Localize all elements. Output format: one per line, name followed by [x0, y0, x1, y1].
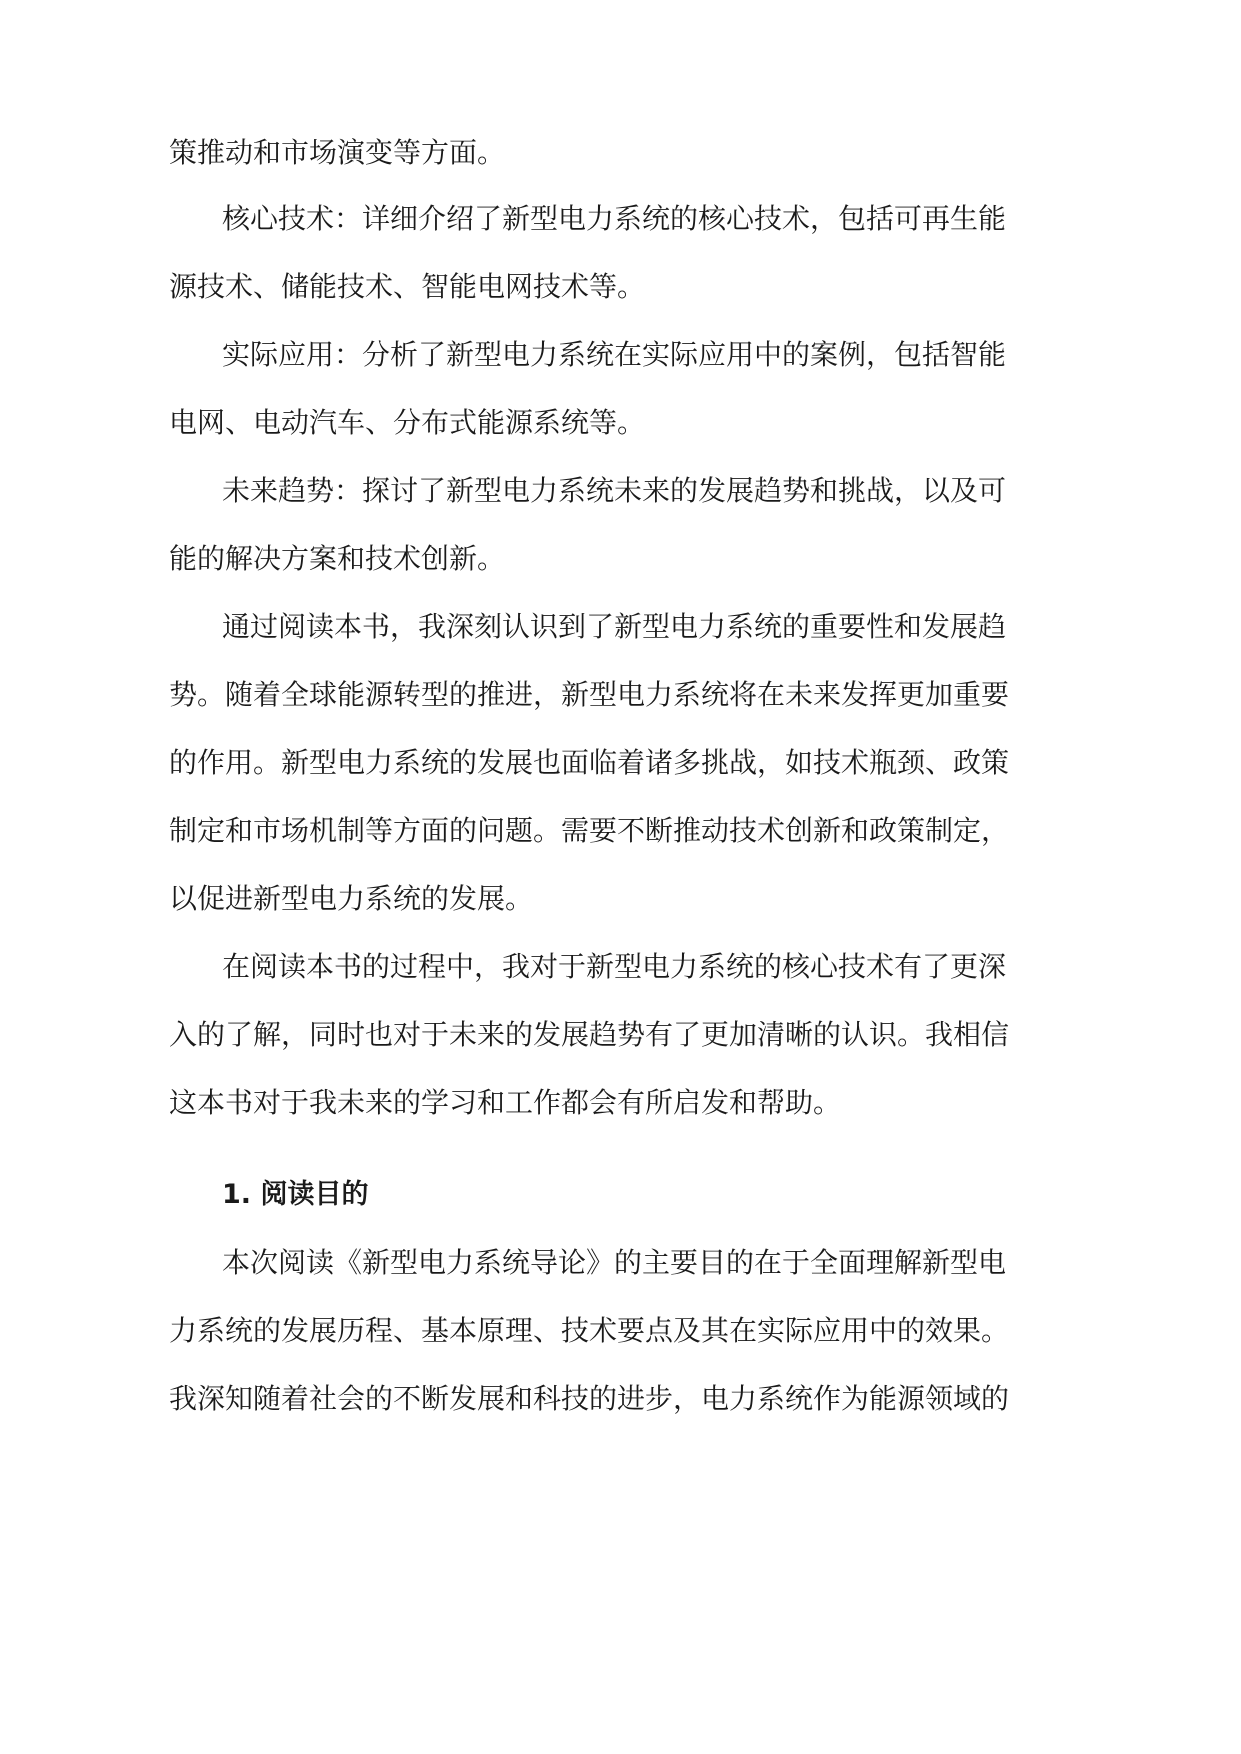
paragraph-line: 势。随着全球能源转型的推进，新型电力系统将在未来发挥更加重要	[169, 678, 1010, 711]
paragraph-line: 能的解决方案和技术创新。	[169, 542, 506, 575]
paragraph-line: 策推动和市场演变等方面。	[169, 136, 506, 169]
paragraph-line: 源技术、储能技术、智能电网技术等。	[169, 270, 646, 303]
paragraph-line: 实际应用：分析了新型电力系统在实际应用中的案例，包括智能	[222, 338, 1007, 371]
paragraph-line: 力系统的发展历程、基本原理、技术要点及其在实际应用中的效果。	[169, 1314, 1010, 1347]
paragraph-line: 我深知随着社会的不断发展和科技的进步，电力系统作为能源领域的	[169, 1382, 1010, 1415]
paragraph-line: 通过阅读本书，我深刻认识到了新型电力系统的重要性和发展趋	[222, 610, 1007, 643]
paragraph-line: 未来趋势：探讨了新型电力系统未来的发展趋势和挑战，以及可	[222, 474, 1007, 507]
paragraph-line: 这本书对于我未来的学习和工作都会有所启发和帮助。	[169, 1086, 842, 1119]
paragraph-line: 入的了解，同时也对于未来的发展趋势有了更加清晰的认识。我相信	[169, 1018, 1010, 1051]
paragraph-line: 的作用。新型电力系统的发展也面临着诸多挑战，如技术瓶颈、政策	[169, 746, 1010, 779]
paragraph-line: 本次阅读《新型电力系统导论》的主要目的在于全面理解新型电	[222, 1246, 1007, 1279]
paragraph-line: 以促进新型电力系统的发展。	[169, 882, 534, 915]
paragraph-line: 在阅读本书的过程中，我对于新型电力系统的核心技术有了更深	[222, 950, 1007, 983]
paragraph-line: 核心技术：详细介绍了新型电力系统的核心技术，包括可再生能	[222, 202, 1007, 235]
paragraph-line: 电网、电动汽车、分布式能源系统等。	[169, 406, 646, 439]
section-heading: 1. 阅读目的	[222, 1179, 369, 1210]
paragraph-line: 制定和市场机制等方面的问题。需要不断推动技术创新和政策制定，	[169, 814, 1010, 847]
